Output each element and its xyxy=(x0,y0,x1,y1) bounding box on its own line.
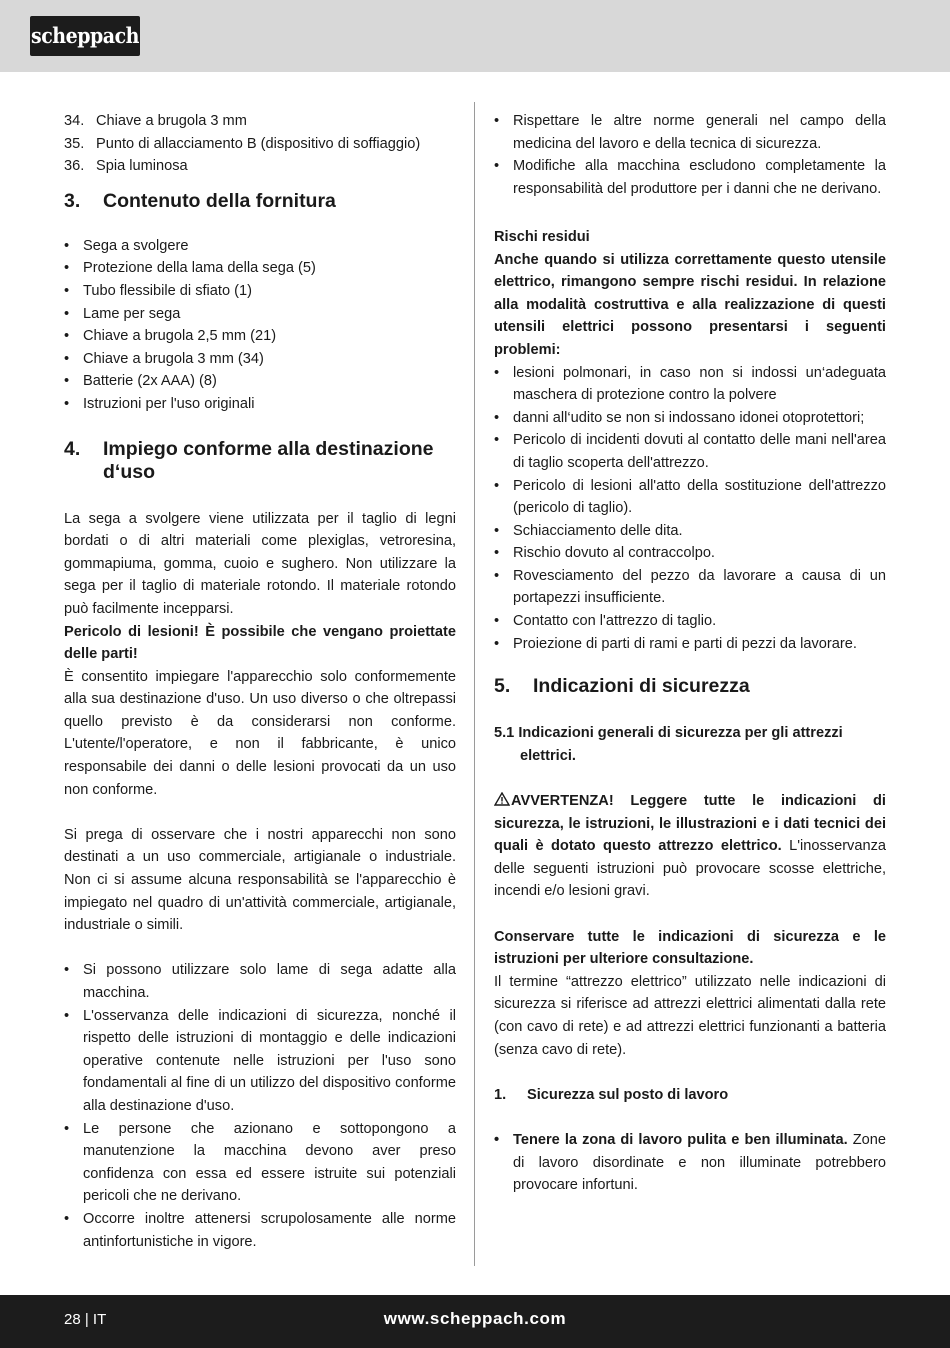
injury-warning: Pericolo di lesioni! È possibile che vengano proiettate delle parti! xyxy=(64,623,456,663)
subsection-5-1-title: 5.1 Indicazioni generali di sicurezza per gli attrezzi elettrici. xyxy=(494,725,843,764)
item-number: 36. xyxy=(64,158,85,175)
section-title: Sicurezza sul posto di lavoro xyxy=(527,1086,729,1103)
page-header xyxy=(0,0,950,72)
rule-text: Zone di lavoro disordinate e non illuminate potrebbero provocare infortuni. xyxy=(513,1131,886,1194)
list-item: • Sega a svolgere xyxy=(64,235,456,258)
delivery-list xyxy=(64,235,456,416)
section-title: Contenuto della fornitura xyxy=(103,189,336,212)
list-item: • Schiacciamento delle dita. xyxy=(494,520,886,543)
residual-risks-title: Rischi residui xyxy=(494,228,590,245)
item-number: 34. xyxy=(64,113,85,129)
list-item: • Chiave a brugola 3 mm (34) xyxy=(64,348,456,371)
list-item: • danni all‘udito se non si indossano idonei otoprotettori; xyxy=(494,407,886,430)
warning-text: L'inosservanza delle seguenti istruzioni può provocare scosse elettriche, incendi e/o lesioni gravi. xyxy=(494,838,887,900)
list-item: • Tubo flessibile di sfiato (1) xyxy=(64,280,456,303)
term-definition-paragraph: Il termine “attrezzo elettrico” utilizzato nelle indicazioni di sicurezza si riferisce ad attrezzi elettrici alimentati dalla rete (con cavo di rete) e ad attrezzi elettrici funzionanti a batteria (senza cavo di rete). xyxy=(494,973,886,1058)
right-column xyxy=(494,110,886,1197)
warning-triangle-icon xyxy=(494,792,510,806)
list-item: • Contatto con l'attrezzo di taglio. xyxy=(494,610,886,633)
item-text: Punto di allacciamento B (dispositivo di soffiaggio) xyxy=(96,135,421,152)
section-number: 5. xyxy=(494,675,511,698)
list-item: • Lame per sega xyxy=(64,303,456,326)
brand-logo xyxy=(30,16,140,56)
list-item: • Le persone che azionano e sottopongono a manutenzione la macchina devono aver preso confidenza con essa ed essere istruite sui potenziali pericoli che ne derivano. xyxy=(64,1118,456,1208)
intended-use-paragraph: La sega a svolgere viene utilizzata per il taglio di legni bordati o di altri materiali come plexiglas, vetroresina, gommapiuma, gomma, cuoio e sughero. Non utilizzare la sega per il taglio di materiale rotondo. Il materiale rotondo può facilmente incepparsi. xyxy=(64,510,456,617)
list-item: • Proiezione di parti di rami e parti di pezzi da lavorare. xyxy=(494,633,886,656)
list-item: • Occorre inoltre attenersi scrupolosamente alle norme antinfortunistiche in vigore. xyxy=(64,1208,456,1253)
section-5-heading xyxy=(494,675,886,698)
left-column xyxy=(64,110,456,1253)
list-item: • Si possono utilizzare solo lame di sega adatte alla macchina. xyxy=(64,959,456,1004)
residual-risks-list xyxy=(494,362,886,656)
logo-text: scheppach xyxy=(31,23,139,49)
parts-list xyxy=(64,110,456,178)
section-3-heading xyxy=(64,190,456,213)
section-number: 4. xyxy=(64,437,81,460)
list-item: • Rovesciamento del pezzo da lavorare a causa di un portapezzi insufficiente. xyxy=(494,565,886,610)
column-divider xyxy=(474,102,475,1266)
section-title: Indicazioni di sicurezza xyxy=(533,675,750,698)
page-footer xyxy=(0,1295,950,1348)
page-number: 28 | IT xyxy=(64,1311,107,1328)
conformity-paragraph: È consentito impiegare l'apparecchio solo conformemente alla sua destinazione d'uso. Un uso diverso o che oltrepassi quello previsto è da considerarsi non conforme. L'utente/l'operatore, e non il fabbricante, è unico responsabile dei danni o delle lesioni provocati da un uso non conforme. xyxy=(64,668,456,798)
parts-list-item xyxy=(64,110,456,133)
website-link[interactable]: www.scheppach.com xyxy=(383,1309,567,1328)
rule-bold-text: Tenere la zona di lavoro pulita e ben illuminata. xyxy=(513,1131,848,1148)
list-item: • Modifiche alla macchina escludono completamente la responsabilità del produttore per i danni che ne derivano. xyxy=(494,155,886,200)
usage-rules-list xyxy=(64,959,456,1253)
warning-paragraph xyxy=(494,790,886,903)
list-item: • Batterie (2x AAA) (8) xyxy=(64,370,456,393)
list-item: • lesioni polmonari, in caso non si indossi un‘adeguata maschera di protezione contro la polvere xyxy=(494,362,886,407)
list-item: • Rispettare le altre norme generali nel campo della medicina del lavoro e della tecnica di sicurezza. xyxy=(494,110,886,155)
residual-risks-intro: Anche quando si utilizza correttamente questo utensile elettrico, rimangono sempre rischi residui. In relazione alla modalità costruttiva e alla realizzazione di questi utensili elettrici possono presentarsi i seguenti problemi: xyxy=(494,251,886,358)
list-item xyxy=(494,1129,886,1197)
item-text: Chiave a brugola 3 mm xyxy=(96,113,247,129)
list-item: • Rischio dovuto al contraccolpo. xyxy=(494,542,886,565)
list-item: • L'osservanza delle indicazioni di sicurezza, nonché il rispetto delle istruzioni di montaggio e delle indicazioni operative contenute nelle istruzioni per l'uso sono fondamentali al fine di un utilizzo del dispositivo conforme alla destinazione d'uso. xyxy=(64,1005,456,1118)
list-item: • Pericolo di incidenti dovuti al contatto delle mani nell'area di taglio scoperta dell'attrezzo. xyxy=(494,429,886,474)
section-number: 1. xyxy=(494,1086,507,1103)
list-item: • Chiave a brugola 2,5 mm (21) xyxy=(64,325,456,348)
list-item: • Pericolo di lesioni all'atto della sostituzione dell'attrezzo (pericolo di taglio). xyxy=(494,475,886,520)
workplace-safety-heading xyxy=(494,1084,886,1107)
commercial-use-paragraph: Si prega di osservare che i nostri apparecchi non sono destinati a un uso commerciale, artigianale o industriale. Non ci si assume alcuna responsabilità se l'apparecchio è impiegato nel quadro di un'attività commerciale, artigianale, industriale o simili. xyxy=(64,826,456,934)
list-item: • Istruzioni per l'uso originali xyxy=(64,393,456,416)
warning-bold-text: AVVERTENZA! Leggere tutte le indicazioni di sicurezza, le istruzioni, le illustrazioni e i dati tecnici dei quali è dotato questo attrezzo elettrico. xyxy=(494,793,886,855)
parts-list-item xyxy=(64,133,456,156)
section-number: 3. xyxy=(64,189,81,212)
section-title: Impiego conforme alla destinazione d‘uso xyxy=(103,437,434,483)
section-4-heading xyxy=(64,438,456,484)
keep-instructions-paragraph: Conservare tutte le indicazioni di sicurezza e le istruzioni per ulteriore consultazione. xyxy=(494,928,886,968)
item-text: Spia luminosa xyxy=(96,158,188,175)
workplace-rules-list xyxy=(494,1129,886,1197)
list-item: • Protezione della lama della sega (5) xyxy=(64,257,456,280)
parts-list-item xyxy=(64,155,456,178)
general-rules-list xyxy=(494,110,886,200)
item-number: 35. xyxy=(64,135,85,152)
